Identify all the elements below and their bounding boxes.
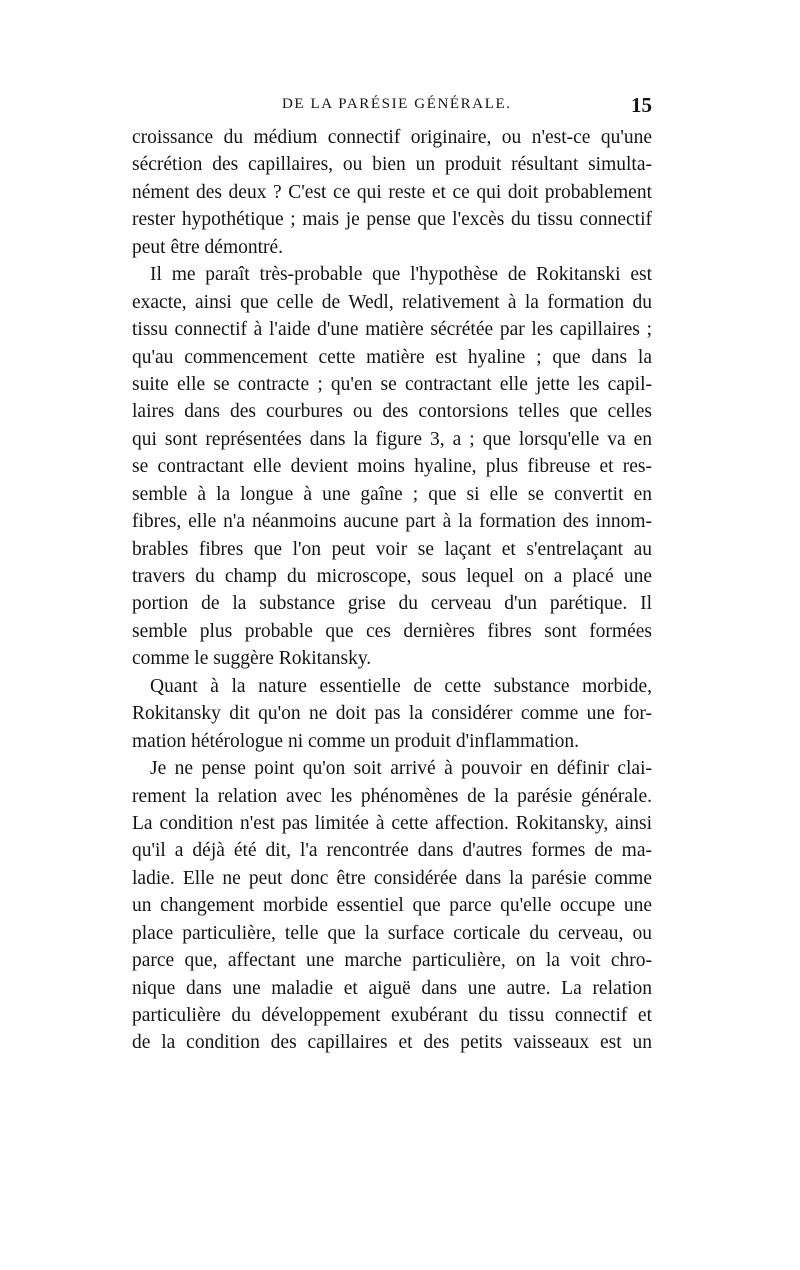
text-line: de la condition des capillaires et des petits vaisseaux est un: [132, 1032, 652, 1054]
text-line: semble plus probable que ces dernières fibres sont formées: [132, 620, 652, 642]
text-line: Rokitansky dit qu'on ne doit pas la considérer comme une for-: [132, 703, 652, 725]
text-line: exacte, ainsi que celle de Wedl, relativement à la formation du: [132, 291, 652, 313]
paragraph: [132, 673, 652, 755]
text-line: mation hétérologue ni comme un produit d'inflammation.: [132, 730, 580, 752]
text-line: parce que, affectant une marche particulière, on la voit chro-: [132, 950, 652, 972]
text-line: nique dans une maladie et aiguë dans une autre. La relation: [132, 977, 652, 999]
text-line: particulière du développement exubérant du tissu connectif et: [132, 1005, 652, 1026]
text-line: travers du champ du microscope, sous lequel on a placé une: [132, 566, 652, 587]
text-line: un changement morbide essentiel que parce qu'elle occupe une: [132, 895, 652, 917]
page-number: 15: [631, 93, 652, 117]
text-line: brables fibres que l'on peut voir se laçant et s'entrelaçant au: [132, 538, 652, 560]
text-line: comme le suggère Rokitansky.: [132, 648, 372, 670]
text-line: La condition n'est pas limitée à cette affection. Rokitansky, ainsi: [132, 812, 652, 834]
text-line: portion de la substance grise du cerveau d'un parétique. Il: [132, 593, 652, 615]
text-line: fibres, elle n'a néanmoins aucune part à la formation des innom-: [132, 511, 652, 533]
body-text: [132, 124, 652, 1057]
text-line: Je ne pense point qu'on soit arrivé à pouvoir en définir clai-: [150, 758, 652, 780]
text-line: ladie. Elle ne peut donc être considérée dans la parésie comme: [132, 867, 652, 889]
text-line: Quant à la nature essentielle de cette substance morbide,: [150, 675, 652, 697]
paragraph: [132, 124, 652, 261]
running-head: [132, 93, 652, 122]
running-title: DE LA PARÉSIE GÉNÉRALE.: [282, 96, 512, 112]
text-line: peut être démontré.: [132, 236, 284, 258]
text-line: laires dans des courbures ou des contorsions telles que celles: [132, 401, 652, 423]
paragraph: [132, 261, 652, 673]
text-line: qu'il a déjà été dit, l'a rencontrée dans d'autres formes de ma-: [132, 840, 652, 862]
text-line: se contractant elle devient moins hyaline, plus fibreuse et res-: [132, 456, 652, 478]
text-line: croissance du médium connectif originaire, ou n'est-ce qu'une: [132, 127, 652, 148]
text-line: tissu connectif à l'aide d'une matière sécrétée par les capillaires ;: [132, 319, 652, 341]
paragraph: [132, 755, 652, 1057]
text-line: nément des deux ? C'est ce qui reste et ce qui doit probablement: [132, 181, 652, 203]
text-line: qui sont représentées dans la figure 3, a ; que lorsqu'elle va en: [132, 428, 652, 450]
text-line: rement la relation avec les phénomènes de la parésie générale.: [132, 785, 652, 807]
text-line: Il me paraît très-probable que l'hypothèse de Rokitanski est: [150, 264, 652, 286]
text-line: rester hypothétique ; mais je pense que l'excès du tissu connectif: [132, 209, 652, 231]
text-line: suite elle se contracte ; qu'en se contractant elle jette les capil-: [132, 373, 652, 395]
text-line: place particulière, telle que la surface corticale du cerveau, ou: [132, 922, 652, 944]
text-line: semble à la longue à une gaîne ; que si elle se convertit en: [132, 483, 652, 505]
text-line: sécrétion des capillaires, ou bien un produit résultant simulta-: [132, 154, 652, 176]
text-line: qu'au commencement cette matière est hyaline ; que dans la: [132, 346, 652, 368]
